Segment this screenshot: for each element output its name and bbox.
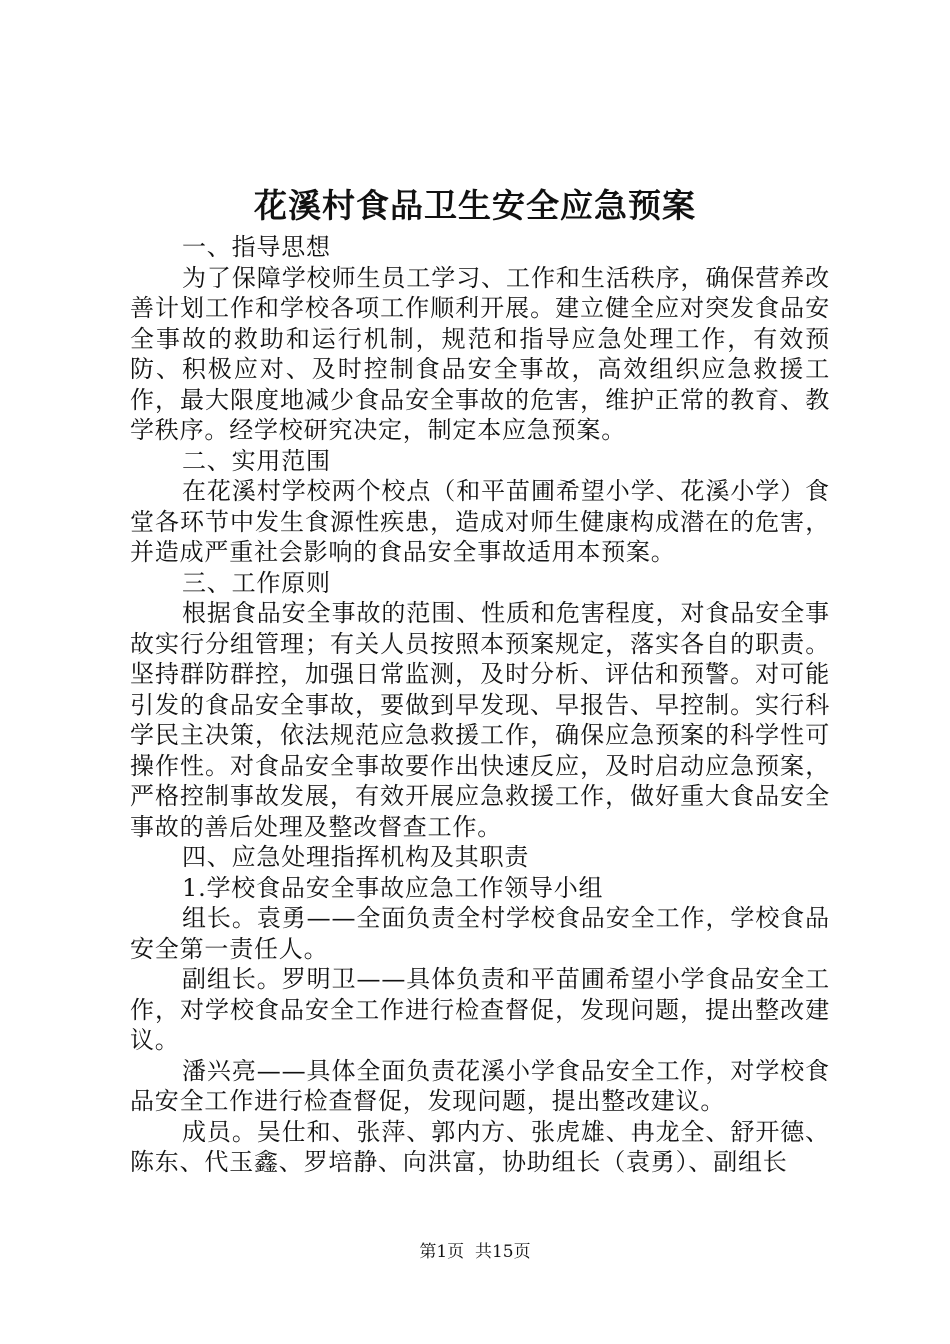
paragraph-members: 成员。吴仕和、张萍、郭内方、张虎雄、冉龙全、舒开德、陈东、代玉鑫、罗培静、向洪富，协助组长（袁勇）、副组长 <box>130 1117 830 1176</box>
section-heading-scope: 二、实用范围 <box>182 446 331 475</box>
paragraph-group-leader: 组长。袁勇——全面负责全村学校食品安全工作，学校食品安全第一责任人。 <box>130 904 830 963</box>
subsection-heading-leadership-group: 1.学校食品安全事故应急工作领导小组 <box>182 873 604 902</box>
section-heading-principles: 三、工作原则 <box>182 568 331 597</box>
paragraph-principles: 根据食品安全事故的范围、性质和危害程度，对食品安全事故实行分组管理；有关人员按照本预案规定，落实各自的职责。坚持群防群控，加强日常监测，及时分析、评估和预警。对可能引发的食品安全事故，要做到早发现、早报告、早控制。实行科学民主决策，依法规范应急救援工作，确保应急预案的科学性可操作性。对食品安全事故要作出快速反应，及时启动应急预案，严格控制事故发展，有效开展应急救援工作，做好重大食品安全事故的善后处理及整改督查工作。 <box>130 599 830 841</box>
paragraph-deputy-leader-2: 潘兴亮——具体全面负责花溪小学食品安全工作，对学校食品安全工作进行检查督促，发现问题，提出整改建议。 <box>130 1056 830 1115</box>
document-body <box>130 232 830 1178</box>
paragraph-scope: 在花溪村学校两个校点（和平苗圃希望小学、花溪小学）食堂各环节中发生食源性疾患，造成对师生健康构成潜在的危害，并造成严重社会影响的食品安全事故适用本预案。 <box>130 477 830 566</box>
paragraph-deputy-leader-1: 副组长。罗明卫——具体负责和平苗圃希望小学食品安全工作，对学校食品安全工作进行检查督促，发现问题，提出整改建议。 <box>130 965 830 1054</box>
page-number-footer: 第1页 共15页 <box>419 1242 531 1262</box>
document-title: 花溪村食品卫生安全应急预案 <box>254 186 696 225</box>
paragraph-guiding-ideology: 为了保障学校师生员工学习、工作和生活秩序，确保营养改善计划工作和学校各项工作顺利开展。建立健全应对突发食品安全事故的救助和运行机制，规范和指导应急处理工作，有效预防、积极应对、及时控制食品安全事故，高效组织应急救援工作，最大限度地减少食品安全事故的危害，维护正常的教育、教学秩序。经学校研究决定，制定本应急预案。 <box>130 263 830 444</box>
section-heading-guiding-ideology: 一、指导思想 <box>182 233 331 261</box>
section-heading-command-organization: 四、应急处理指挥机构及其职责 <box>182 843 530 871</box>
